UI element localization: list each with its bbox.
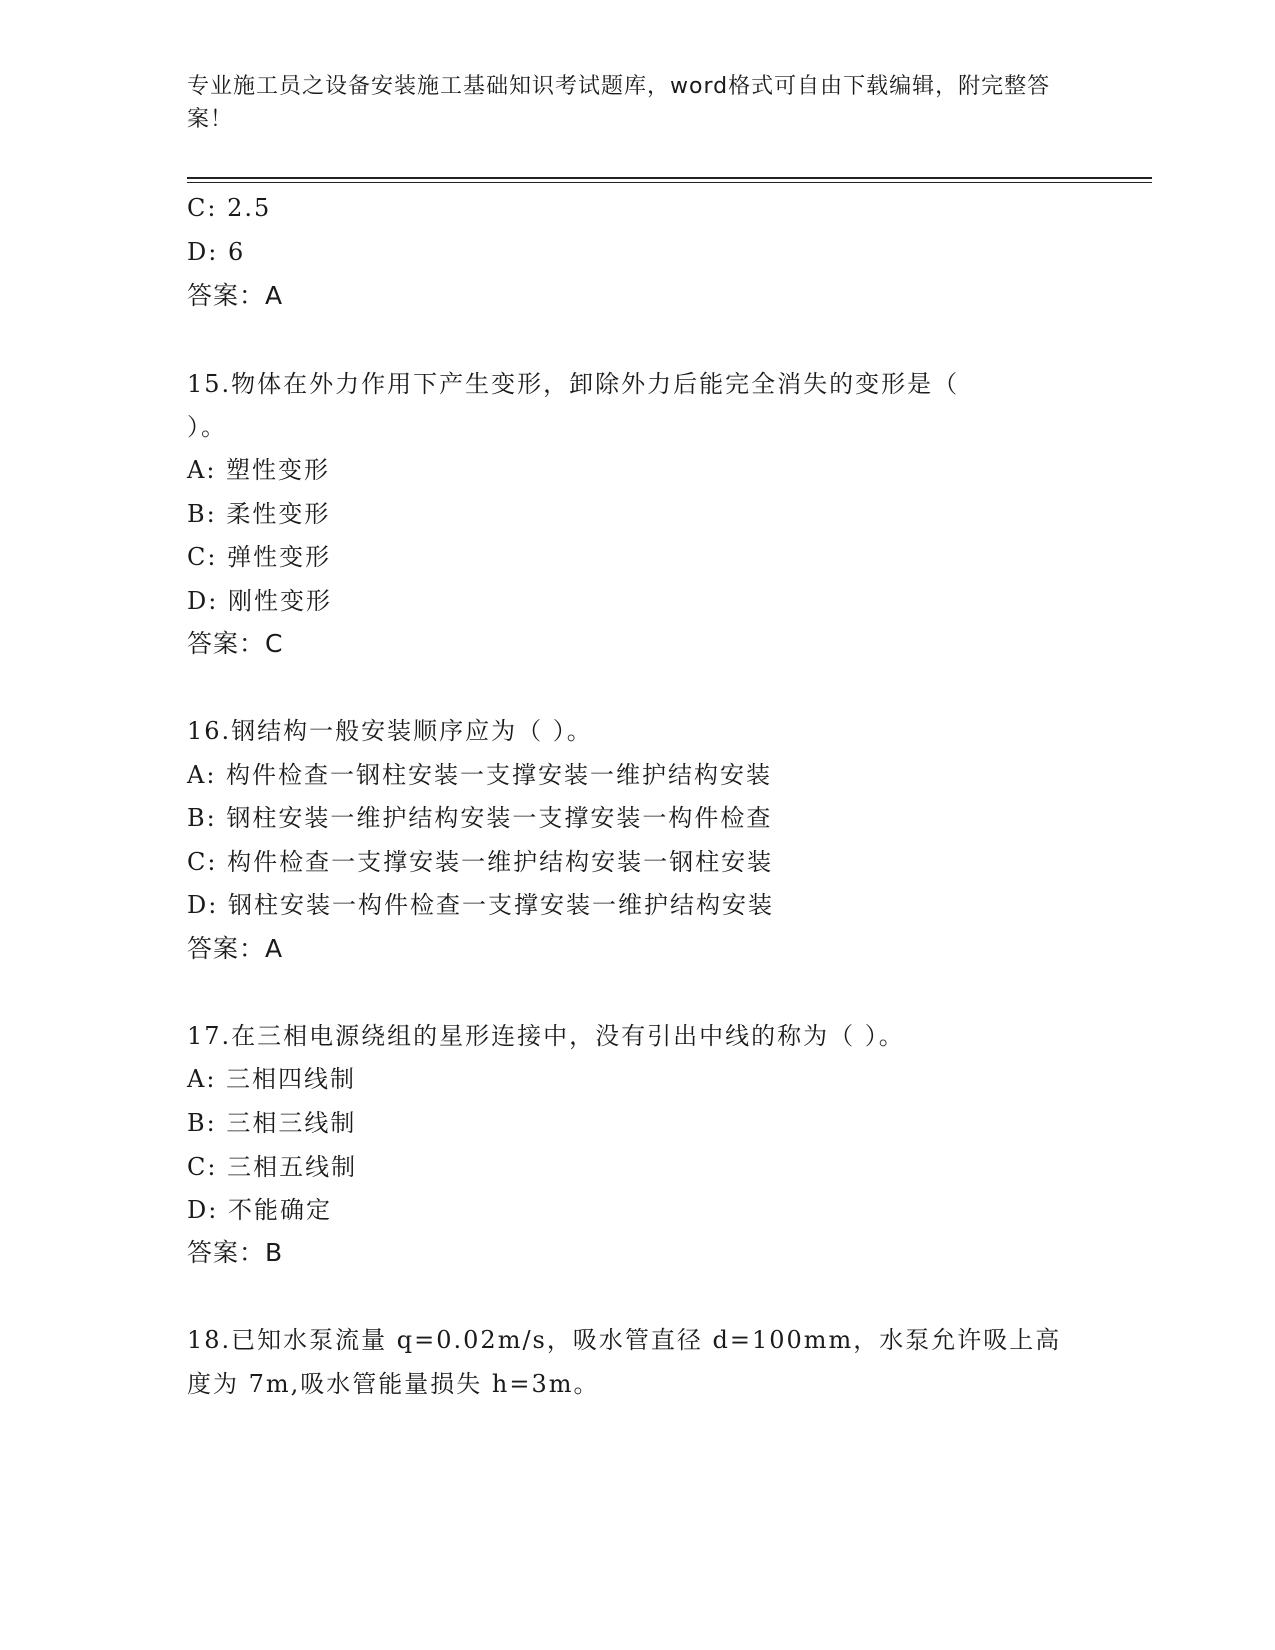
q16-answer: 答案：A bbox=[187, 934, 284, 963]
q17-answer: 答案：B bbox=[187, 1238, 284, 1267]
q15-stem-line1: 15.物体在外力作用下产生变形，卸除外力后能完全消失的变形是（ bbox=[187, 370, 960, 398]
q17-option-d: D: 不能确定 bbox=[187, 1196, 332, 1224]
q14-answer: 答案：A bbox=[187, 281, 284, 310]
q15-option-d: D: 刚性变形 bbox=[187, 587, 332, 615]
q15-option-b: B: 柔性变形 bbox=[187, 500, 331, 528]
q15-stem-line2: ）。 bbox=[187, 413, 227, 441]
q17-option-a: A: 三相四线制 bbox=[187, 1065, 357, 1093]
q15-answer: 答案：C bbox=[187, 629, 284, 658]
q15-option-a: A: 塑性变形 bbox=[187, 456, 331, 484]
q17-option-b: B: 三相三线制 bbox=[187, 1109, 357, 1137]
q16-option-a: A: 构件检查一钢柱安装一支撑安装一维护结构安装 bbox=[187, 761, 773, 789]
q16-option-d: D: 钢柱安装一构件检查一支撑安装一维护结构安装 bbox=[187, 891, 774, 919]
q16-stem: 16.钢结构一般安装顺序应为（ ）。 bbox=[187, 717, 593, 745]
document-header: 专业施工员之设备安装施工基础知识考试题库，word格式可自由下载编辑，附完整答案！ bbox=[187, 74, 1051, 132]
q14-option-d: D: 6 bbox=[187, 238, 246, 266]
q18-stem-line2: 度为 7m,吸水管能量损失 h=3m。 bbox=[187, 1370, 600, 1398]
q14-option-c: C: 2.5 bbox=[187, 194, 272, 222]
q16-option-c: C: 构件检查一支撑安装一维护结构安装一钢柱安装 bbox=[187, 848, 774, 876]
q18-stem-line1: 18.已知水泵流量 q=0.02m/s，吸水管直径 d=100mm，水泵允许吸上高 bbox=[187, 1326, 1062, 1354]
header-divider-thin bbox=[187, 182, 1152, 183]
header-divider-thick bbox=[187, 177, 1152, 179]
q16-option-b: B: 钢柱安装一维护结构安装一支撑安装一构件检查 bbox=[187, 804, 773, 832]
q15-option-c: C: 弹性变形 bbox=[187, 543, 332, 571]
q17-stem: 17.在三相电源绕组的星形连接中，没有引出中线的称为（ ）。 bbox=[187, 1022, 905, 1050]
q17-option-c: C: 三相五线制 bbox=[187, 1153, 358, 1181]
